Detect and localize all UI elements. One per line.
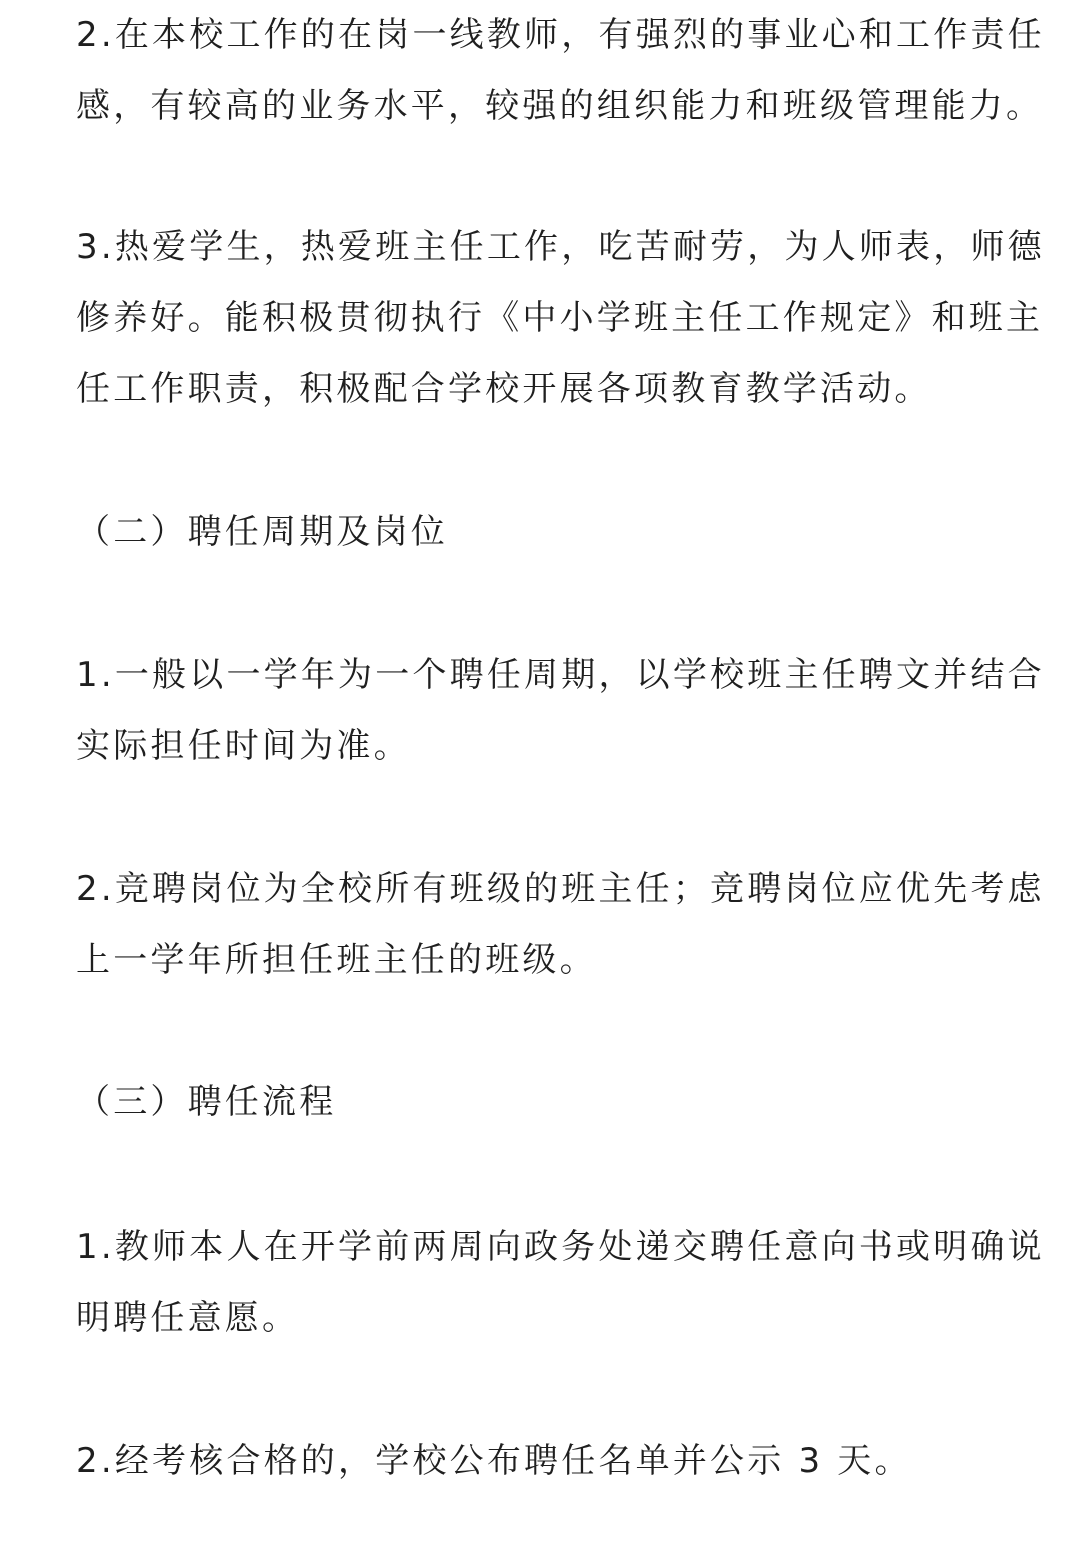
section-heading-term-and-positions: （二）聘任周期及岗位	[76, 512, 448, 552]
paragraph-term-1	[76, 640, 1045, 782]
text-line: 明聘任意愿。	[76, 1298, 300, 1338]
text-line: 实际担任时间为准。	[76, 726, 411, 766]
text-line: 修养好。能积极贯彻执行《中小学班主任工作规定》和班主	[76, 298, 1044, 338]
text-line: 2.竞聘岗位为全校所有班级的班主任；竞聘岗位应优先考虑	[76, 869, 1045, 909]
section-heading-process: （三）聘任流程	[76, 1082, 337, 1122]
paragraph-process-2	[76, 1426, 1020, 1497]
text-line: 1.教师本人在开学前两周向政务处递交聘任意向书或明确说	[76, 1227, 1045, 1267]
text-line: 任工作职责，积极配合学校开展各项教育教学活动。	[76, 369, 932, 409]
text-line: 2.在本校工作的在岗一线教师，有强烈的事业心和工作责任	[76, 15, 1045, 55]
paragraph-process-1	[76, 1212, 1045, 1354]
text-line: 1.一般以一学年为一个聘任周期，以学校班主任聘文并结合	[76, 655, 1045, 695]
text-line: 2.经考核合格的，学校公布聘任名单并公示 3 天。	[76, 1441, 912, 1481]
text-line: 感，有较高的业务水平，较强的组织能力和班级管理能力。	[76, 86, 1044, 126]
text-line: 3.热爱学生，热爱班主任工作，吃苦耐劳，为人师表，师德	[76, 227, 1045, 267]
paragraph-requirement-2	[76, 0, 1045, 142]
text-line: 上一学年所担任班主任的班级。	[76, 940, 597, 980]
paragraph-requirement-3	[76, 212, 1045, 425]
paragraph-term-2	[76, 854, 1045, 996]
